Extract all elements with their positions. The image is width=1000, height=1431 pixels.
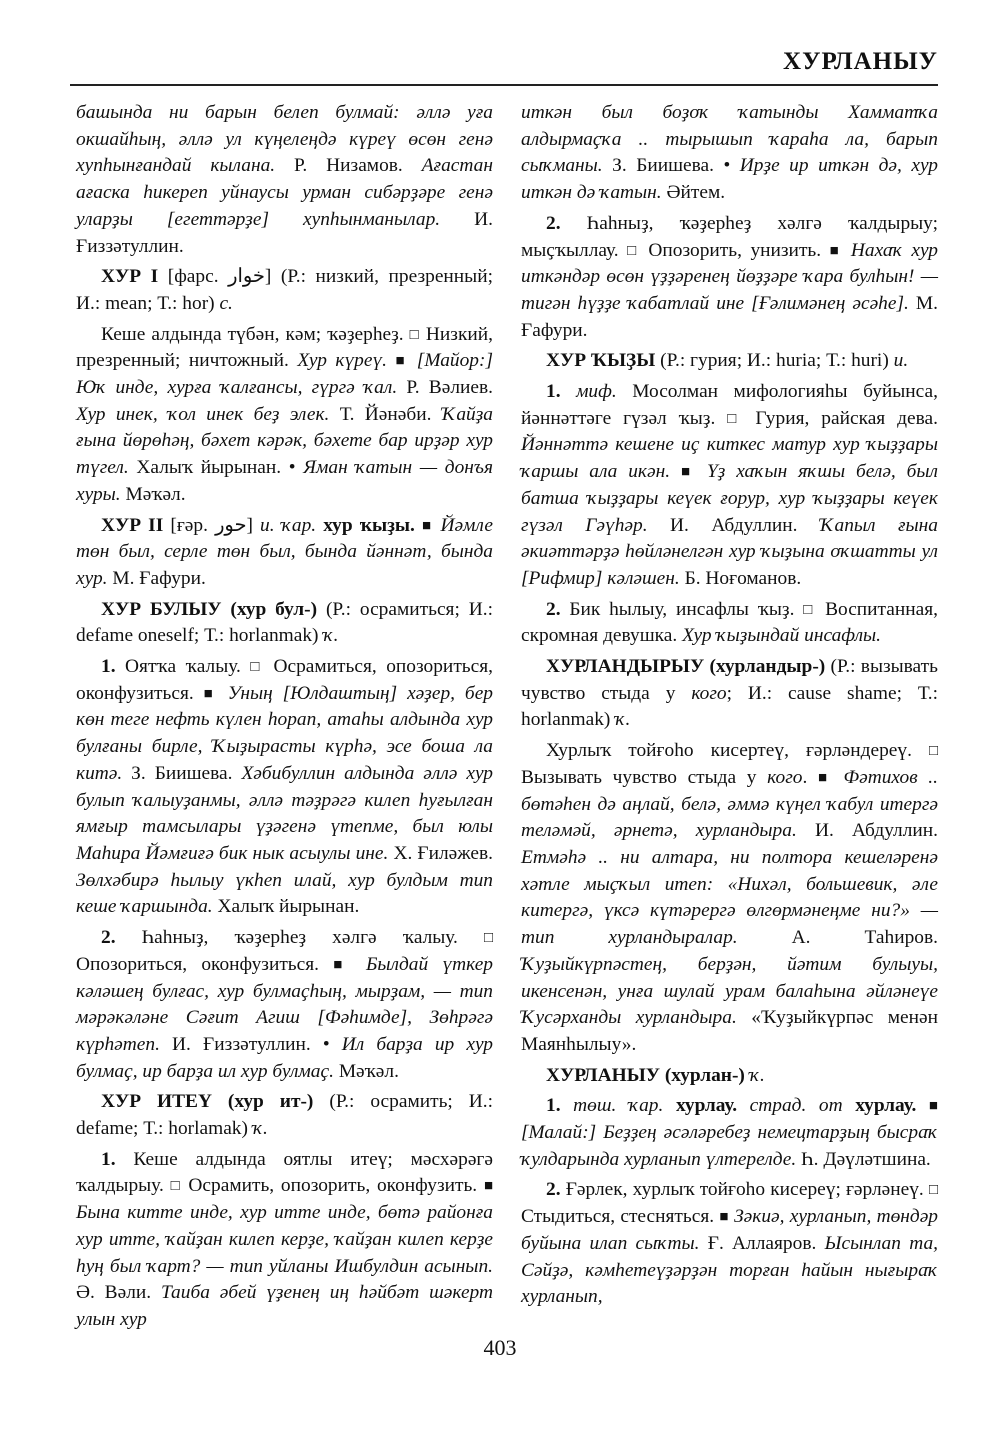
example-marker-icon: ■ xyxy=(829,242,843,259)
sense-1: 1. төш. ҡар. хурлау. страд. от хурлау. ■ [Малай:] Беҙҙең әсәләребеҙ немецтарҙың бысраҡ ҡулдарында хурланып үлтерелде. Һ. Дәүләтшина. xyxy=(521,1095,938,1170)
russian-marker-icon: □ xyxy=(727,410,744,427)
entry-khurlandyryu: ХУРЛАНДЫРЫУ (хурландыр-) (Р.: вызывать чувство стыда у кого; И.: cause shame; Т.: horlanmak) ҡ. xyxy=(521,656,939,731)
headword: ХУР ҠЫҘЫ xyxy=(546,350,656,372)
proverb-marker-icon: • xyxy=(322,1033,330,1055)
example-marker-icon: ■ xyxy=(203,685,218,702)
sense-1: 1. Оятҡа ҡалыу. □ Осрамиться, опозориться, оконфузиться. ■ Уның [Юлдаштың] хәҙер, бер көн теге нефть күлен һорап, атаһы алдында хур булғаны бирле, Ҡыҙырасты күрһә, эсе боша ла китә. З. Биишева. Хәбибуллин алдында әллә хур булып ҡалыуҙанмы, әллә тәҙрәгә килеп һуғылған ямғыр тамсылары үҙәгенә үтепме, был юлы Маһира Йәмғиғә бик нык асыулы ине. Х. Ғиләжев. Зөлхәбирә һылыу үкһеп илай, хур булдым тип кеше ҡаршында. Халыҡ йырынан. xyxy=(76,656,494,918)
page-header xyxy=(70,44,938,86)
entry-khur-iteu: ХУР ИТЕҮ (хур ит-) (Р.: осрамить; И.: defame; Т.: horlamak) ҡ. xyxy=(76,1091,493,1140)
entry-continuation: иткән был боҙоҡ ҡатынды Хамматҡа алдырмаҫҡа .. тырышып ҡараһа ла, барып сыҡманы. З. Биишева. • Ирҙе ир иткән дә, хур иткән дә ҡатын. Әйтем. xyxy=(521,102,938,204)
entry-definition: Кеше алдында түбән, кәм; ҡәҙерһеҙ. □ Низкий, презренный; ничтожный. Хур күреү. ■ [Майор:] Юҡ инде, хурға ҡалғансы, гүргә ҡал. Р. Вәлиев. Хур инек, ҡол инек беҙ элек. Т. Йәнәби. Ҡайҙа ғына йөрөһәң, бәхет кәрәк, бәхете бар ирҙәр хур түгел. Халыҡ йырынан. • Яман ҡатын — донъя хуры. Мәҡәл. xyxy=(76,323,494,505)
sense-2: 2. Һаһныҙ, ҡәҙерһеҙ хәлгә ҡалыу. □ Опозориться, оконфузиться. ■ Былдай үткер кәләшең булғас, хур булмаҫһың, мырҙам, — тип мәрәкәләне Сәғит Агиш [Фәһимде], Зөһрәгә күрһәтеп. И. Ғиззәтуллин. • Ил барҙа ир хур булмаҫ, ир барҙа ил хур булмаҫ. Мәҡәл. xyxy=(76,927,494,1082)
example-marker-icon: ■ xyxy=(928,1098,938,1115)
left-column xyxy=(76,100,493,1338)
example-marker-icon: ■ xyxy=(333,956,352,973)
entry-khur-1: ХУР I [фарс. خوار] (Р.: низкий, презренный; И.: mean; Т.: hor) с. xyxy=(76,266,493,314)
example-marker-icon: ■ xyxy=(395,353,409,370)
proverb-marker-icon: • xyxy=(723,155,731,177)
sense-2: 2. Ғәрлек, хурлыҡ тойғоһо кисереү; ғәрләнеү. □ Стыдиться, стесняться. ■ Зәкиә, хурланып, төндәр буйына илап сыҡты. Ғ. Аллаяров. Ысынлап та, Сәйҙә, кәмһетеүҙәрҙән торған һайын нығыраҡ хурланып, xyxy=(521,1179,939,1308)
russian-marker-icon: □ xyxy=(627,242,640,259)
russian-marker-icon: □ xyxy=(803,601,817,618)
russian-marker-icon: □ xyxy=(928,1182,938,1199)
example-marker-icon: ■ xyxy=(680,464,697,481)
entry-khur-kyzy: ХУР ҠЫҘЫ (Р.: гурия; И.: huria; Т.: huri) и. xyxy=(546,350,909,372)
sense-1: 1. миф. Мосолман мифологияһы буйынса, йәннәттәге гүзәл ҡыҙ. □ Гурия, райская дева. Йәннәттә кешене иҫ киткес матур хур ҡыҙҙары ҡаршы ала икән. ■ Үҙ хаҡын яҡшы белә, был батша ҡыҙҙары кеүек ғорур, хур ҡыҙҙары кеүек гүзәл Гәүһәр. И. Абдуллин. Ҡапыл ғына әкиәттәрҙә һөйләнелгән хур ҡыҙына оҡшатты ул [Рифмир] кәләшен. Б. Ноғоманов. xyxy=(521,381,938,589)
example-marker-icon: ■ xyxy=(483,1178,494,1195)
sense-2: 2. Һаһныҙ, ҡәҙерһеҙ хәлгә ҡалдырыу; мыҫҡыллау. □ Опозорить, унизить. ■ Нахаҡ хур иткәндәр өсөн үҙҙәренең йөҙҙәре ҡара булһын! — тигән һүҙҙе ҡабатлай ине [Ғәлимәнең әсәһе]. М. Ғафури. xyxy=(521,212,939,341)
russian-marker-icon: □ xyxy=(928,743,938,760)
entry-definition: Хурлыҡ тойғоһо кисертеү, ғәрләндереү. □ Вызывать чувство стыда у кого. ■ Фәтихов .. бөтәһен дә аңлай, белә, әммә күңел ҡабул итергә теләмәй, әрнетә, хурландыра. И. Абдуллин. Етмәһә .. ни алтара, ни полтора кешеләренә хәтле мыҫҡыл итеп: «Нихәл, большевик, әле китергә, үксә күтәрергә өлгөрмәнеңме ни?» — тип хурландыралар. А. Таһиров. Ҡуҙыйкүрпәстең, берҙән, йәтим булыуы, икенсенән, унға шулай урам балаһына әйләнеүе Ҡусәрханды хурландыра. «Ҡуҙыйкүрпәс менән Маянһылыу». xyxy=(521,740,939,1055)
example-marker-icon: ■ xyxy=(719,1209,729,1226)
entry-continuation: башында ни барын белеп булмай: әллә уға окшайһың, әллә ул күңелеңдә күреү өсөн генә хупһынғандай кылана. Р. Низамов. Ағастан ағаска һикереп уйнаусы урман сибәрҙәре генә уларҙы [егеттәрҙе] хупһынманылар. И. Ғиззәтуллин. xyxy=(76,102,494,257)
arabic-script: حور xyxy=(215,514,247,536)
example-marker-icon: ■ xyxy=(422,517,434,534)
headword: ХУРЛАНЫУ (хурлан-) xyxy=(546,1064,745,1086)
arabic-script: خوار xyxy=(228,266,265,288)
page-number: 403 xyxy=(483,1335,517,1360)
headword: ХУР I xyxy=(101,266,159,288)
example-marker-icon: ■ xyxy=(817,769,833,786)
entry-khur-2: ХУР II [ғәр. حور] и. ҡар. хур ҡыҙы. ■ Йәмле төн был, серле төн был, бында йәннәт, бында хур. М. Ғафури. xyxy=(76,514,493,589)
russian-marker-icon: □ xyxy=(170,1178,182,1195)
russian-marker-icon: □ xyxy=(250,659,265,676)
russian-marker-icon: □ xyxy=(483,930,493,947)
sense-1: 1. Кеше алдында оятлы итеү; мәсхәрәгә ҡалдырыу. □ Осрамить, опозорить, оконфузить. ■ Бына китте инде, хур итте инде, бөтә районға хур итте, ҡайҙан килеп керҙе, ҡайҙан килеп керҙе һуң был ҡарт? — тип уйланы Ишбулдин асынып. Ә. Вәли. Таиба әбей үҙенең иң һәйбәт шәкерт улын хур xyxy=(76,1148,494,1330)
headword: ХУР ИТЕҮ (хур ит-) xyxy=(101,1091,314,1113)
running-head: ХУРЛАНЫУ xyxy=(783,48,938,75)
entry-khurlanyu: ХУРЛАНЫУ (хурлан-) ҡ. xyxy=(546,1064,765,1086)
proverb-marker-icon: • xyxy=(288,457,296,479)
right-column xyxy=(521,100,938,1315)
headword: ХУРЛАНДЫРЫУ (хурландыр-) xyxy=(546,656,826,678)
headword: ХУР II xyxy=(101,514,164,536)
sense-2: 2. Бик һылыу, инсафлы ҡыҙ. □ Воспитанная, скромная девушка. Хур ҡыҙындай инсафлы. xyxy=(521,598,938,647)
headword: ХУР БУЛЫУ (хур бул-) xyxy=(101,598,318,620)
entry-khur-bulyu: ХУР БУЛЫУ (хур бул-) (Р.: осрамиться; И.: defame oneself; Т.: horlanmak) ҡ. xyxy=(76,598,493,647)
russian-marker-icon: □ xyxy=(409,326,420,343)
